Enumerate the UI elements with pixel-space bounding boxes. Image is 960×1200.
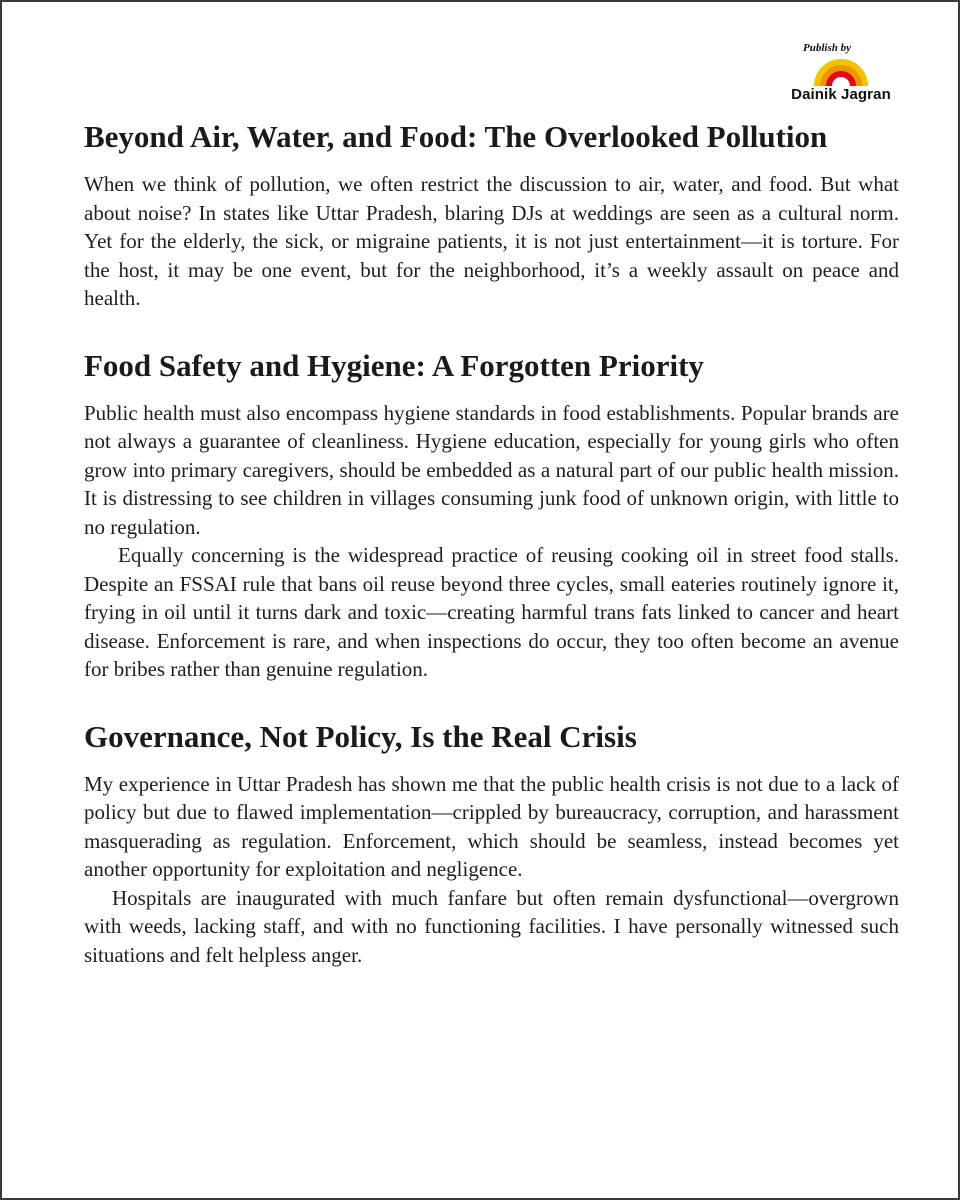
section-food-safety <box>84 343 899 684</box>
section-governance <box>84 714 899 970</box>
sun-logo-icon <box>812 56 870 86</box>
publisher-name: Dainik Jagran <box>791 86 891 103</box>
article-body <box>84 114 899 969</box>
section-paragraph: Public health must also encompass hygiene standards in food establishments. Popular brands are not always a guarantee of cleanliness. Hygiene education, especially for young girls who often grow into primary caregivers, should be embedded as a natural part of our public health mission. It is distressing to see children in villages consuming junk food of unknown origin, with little to no regulation. <box>84 400 899 539</box>
section-heading: Governance, Not Policy, Is the Real Crisis <box>84 718 637 754</box>
section-heading: Food Safety and Hygiene: A Forgotten Priority <box>84 347 704 383</box>
publisher-tagline: Publish by <box>803 42 851 54</box>
section-heading: Beyond Air, Water, and Food: The Overlooked Pollution <box>84 119 828 154</box>
publisher-brand <box>786 42 896 103</box>
section-paragraph: When we think of pollution, we often restrict the discussion to air, water, and food. But what about noise? In states like Uttar Pradesh, blaring DJs at weddings are seen as a cultural norm. Yet for the elderly, the sick, or migraine patients, it is not just entertainment—it is torture. For the host, it may be one event, but for the neighborhood, it’s a weekly assault on peace and health. <box>84 172 899 310</box>
section-paragraph: Hospitals are inaugurated with much fanfare but often remain dysfunctional—overgrown with weeds, lacking staff, and with no functioning facilities. I have personally witnessed such situations and felt helpless anger. <box>84 885 899 967</box>
section-noise-pollution <box>84 114 899 313</box>
section-paragraph: Equally concerning is the widespread practice of reusing cooking oil in street food stalls. Despite an FSSAI rule that bans oil reuse beyond three cycles, small eateries routinely ignore it, frying in oil until it turns dark and toxic—creating harmful trans fats linked to cancer and heart disease. Enforcement is rare, and when inspections do occur, they too often become an avenue for bribes rather than genuine regulation. <box>84 543 899 681</box>
section-paragraph: My experience in Uttar Pradesh has shown me that the public health crisis is not due to a lack of policy but due to flawed implementation—crippled by bureaucracy, corruption, and harassment masquerading as regulation. Enforcement, which should be seamless, instead becomes yet another opportunity for exploitation and negligence. <box>84 771 899 881</box>
